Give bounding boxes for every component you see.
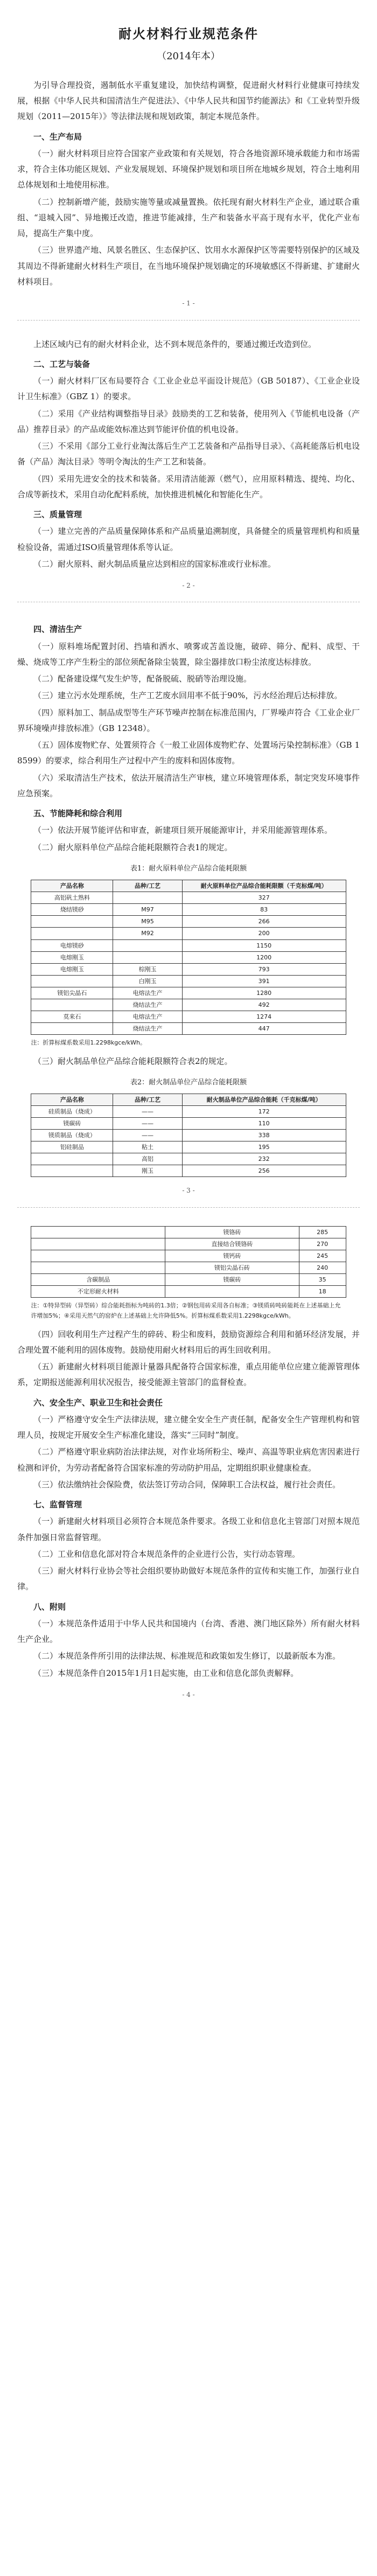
table-cell: 256 — [182, 1165, 346, 1177]
section-heading: 六、安全生产、职业卫生和社会责任 — [33, 1397, 163, 1408]
section-heading: 二、工艺与装备 — [33, 359, 90, 369]
table-cell — [113, 939, 183, 951]
paragraph: （四）回收利用生产过程产生的碎砖、粉尘和废料，鼓励资源综合利用和循环经济发展，并合理处置不能利用的固体废物。鼓励使用耐火材料用后的再生回收利用。 — [17, 1329, 360, 1355]
paragraph: （二）采用《产业结构调整指导目录》鼓励类的工艺和装备，使用列入《节能机电设备（产品）推荐目录》的产品或能效标准达到节能评价值的机电设备。 — [17, 408, 360, 434]
table-row — [31, 987, 346, 999]
page-number: - 2 - — [182, 582, 195, 590]
table-cell: 镁质制品（烧成） — [31, 1130, 113, 1141]
page-number: - 4 - — [182, 1690, 195, 1698]
table-row — [31, 904, 346, 916]
document-title: 耐火材料行业规范条件 — [118, 26, 259, 41]
table-row — [31, 1274, 346, 1286]
page-number: - 1 - — [182, 300, 195, 308]
paragraph: （三）耐火制品单位产品综合能耗限额符合表2的规定。 — [33, 1056, 233, 1066]
table-header-cell: 产品名称 — [31, 880, 113, 892]
table-cell — [31, 975, 113, 987]
paragraph: （一）耐火材料项目应符合国家产业政策和有关规划，符合各地资源环境承载能力和市场需求，符合主体功能区规划、产业发展规划、环境保护规划和项目所在地城乡规划，符合土地利用总体规划和土地使用标准。 — [17, 148, 360, 190]
energy-table-products-continued — [31, 1226, 346, 1298]
table-cell: 327 — [182, 892, 346, 904]
table-cell — [31, 1153, 113, 1165]
table-cell: 镁碳砖 — [165, 1274, 299, 1286]
table-header-cell: 产品名称 — [31, 1094, 113, 1106]
table-cell: 镁铝尖晶石 — [31, 987, 113, 999]
table-cell: 电熔刚玉 — [31, 951, 113, 963]
table-cell: 白刚玉 — [113, 975, 183, 987]
paragraph: （三）耐火材料行业协会等社会组织要协助做好本规范条件的宣传和实施工作，加强行业自律。 — [17, 1566, 360, 1592]
table-row — [31, 963, 346, 975]
paragraph: （五）固体废物贮存、处置须符合《一般工业固体废物贮存、处置场污染控制标准》（GB 18599）的要求，综合利用生产过程中产生的废料和固体废物。 — [17, 740, 360, 766]
paragraph: （一）本规范条件适用于中华人民共和国境内（台湾、香港、澳门地区除外）所有耐火材料生产企业。 — [17, 1618, 360, 1645]
table-cell: 172 — [182, 1106, 346, 1118]
paragraph: 上述区域内已有的耐火材料企业，达不到本规范条件的，要通过搬迁改造到位。 — [33, 339, 317, 349]
table-row — [31, 1106, 346, 1118]
table-cell: 391 — [182, 975, 346, 987]
section-heading: 七、监督管理 — [33, 1500, 82, 1510]
table-cell: 镁钙砖 — [165, 1250, 299, 1262]
table-cell — [165, 1286, 299, 1298]
table-cell: M92 — [113, 928, 183, 939]
table-cell: 镁铬砖 — [165, 1226, 299, 1238]
table-note: 注：折算标煤系数采用1.2298kgce/kWh。 — [31, 1039, 146, 1046]
table-cell: 266 — [182, 916, 346, 928]
table-row — [31, 1165, 346, 1177]
table-cell — [31, 1226, 165, 1238]
table-cell: 83 — [182, 904, 346, 916]
paragraph: （二）工业和信息化部对符合本规范条件的企业进行公告，实行动态管理。 — [33, 1549, 301, 1559]
table-row — [31, 1226, 346, 1238]
table-cell: M97 — [113, 904, 183, 916]
paragraph: （二）耐火原料单位产品综合能耗限额符合表1的规定。 — [33, 842, 233, 852]
page-number: - 3 - — [182, 1187, 195, 1195]
table-row — [31, 892, 346, 904]
table-row — [31, 1286, 346, 1298]
table-header-cell: 耐火原料单位产品综合能耗限额（千克标煤/吨） — [182, 880, 346, 892]
section-heading: 三、质量管理 — [33, 510, 82, 520]
table-cell — [31, 1022, 113, 1034]
energy-table-products — [31, 1094, 346, 1177]
table-cell: 338 — [182, 1130, 346, 1141]
table-cell: 高铝 — [113, 1153, 183, 1165]
table-cell — [31, 916, 113, 928]
table-cell: 镁碳砖 — [31, 1118, 113, 1130]
table-cell: 不定形耐火材料 — [31, 1286, 165, 1298]
table-row — [31, 1141, 346, 1153]
table-cell: 电熔镁砂 — [31, 939, 113, 951]
table-body — [31, 1226, 346, 1297]
section-heading: 一、生产布局 — [33, 131, 82, 142]
table-cell — [31, 1238, 165, 1250]
table-cell — [113, 892, 183, 904]
table-body — [31, 1106, 346, 1177]
table-cell: 195 — [182, 1141, 346, 1153]
table-row — [31, 951, 346, 963]
paragraph: （一）耐火材料厂区布局要符合《工业企业总平面设计规范》（GB 50187）、《工业企业设计卫生标准》（GBZ 1）的要求。 — [17, 376, 360, 402]
table-cell: 莫来石 — [31, 1011, 113, 1022]
paragraph: （三）不采用《部分工业行业淘汰落后生产工艺装备和产品指导目录》、《高耗能落后机电设备（产品）淘汰目录》等明令淘汰的生产工艺和装备。 — [17, 441, 360, 467]
paragraph: （二）本规范条件所引用的法律法规、标准规范和政策如发生修订，以最新版本为准。 — [33, 1651, 341, 1661]
table-cell: 240 — [299, 1262, 346, 1274]
table-cell: 粘土 — [113, 1141, 183, 1153]
table-cell — [31, 1250, 165, 1262]
paragraph: （六）采取清洁生产技术，依法开展清洁生产审核，建立环境管理体系，制定突发环境事件应急预案。 — [17, 772, 360, 798]
table-cell: —— — [113, 1118, 183, 1130]
paragraph: （三）本规范条件自2015年1月1日起实施，由工业和信息化部负责解释。 — [33, 1668, 299, 1678]
section-heading: 四、清洁生产 — [33, 624, 82, 635]
table-row — [31, 1250, 346, 1262]
paragraph: （二）严格遵守职业病防治法律法规，对作业场所粉尘、噪声、高温等职业病危害因素进行检测和评价，为劳动者配备符合国家标准的劳动防护用品，定期组织职业健康检查。 — [17, 1447, 360, 1473]
paragraph: （一）依法开展节能评估和审查，新建项目须开展能源审计，并采用能源管理体系。 — [33, 825, 333, 836]
table-header-cell: 耐火制品单位产品综合能耗（千克标煤/吨） — [182, 1094, 346, 1106]
section-heading: 五、节能降耗和综合利用 — [33, 809, 123, 819]
table-row — [31, 975, 346, 987]
table-cell — [31, 999, 113, 1011]
table-note: 注：①特异型砖（异型砖）综合能耗指标为吨砖的1.3倍；②钢包用砖采用各自标准；③镁质砖吨砖能耗在上述基础上允许增加5%；④采用天然气的窑炉在上述基础上允许降低5%。折算标煤系数采用1.2298kgce/kWh。 — [31, 1302, 341, 1319]
document-sheet-4 — [17, 1208, 360, 1711]
table-cell: 铝硅制品 — [31, 1141, 113, 1153]
table-row — [31, 1238, 346, 1250]
table-row — [31, 1262, 346, 1274]
paragraph: （三）世界遗产地、风景名胜区、生态保护区、饮用水水源保护区等需要特别保护的区域及其周边不得新建耐火材料生产项目，在当地环境保护规划确定的环境敏感区不得新建、扩建耐火材料项目。 — [17, 245, 360, 287]
table-cell: 1200 — [182, 951, 346, 963]
document-subtitle: （2014年本） — [157, 50, 220, 62]
document-sheet-3 — [17, 602, 360, 1207]
table-cell: 200 — [182, 928, 346, 939]
table-cell: 刚玉 — [113, 1165, 183, 1177]
table-row — [31, 939, 346, 951]
paragraph: （一）严格遵守安全生产法律法规，建立健全安全生产责任制，配备安全生产管理机构和管理人员，按规定开展安全生产标准化建设，落实“三同时”制度。 — [17, 1414, 360, 1440]
document-sheet-1 — [17, 0, 360, 321]
table-cell: 793 — [182, 963, 346, 975]
table-header-cell: 品种/工艺 — [113, 1094, 183, 1106]
table-cell: —— — [113, 1130, 183, 1141]
table-cell — [31, 1262, 165, 1274]
paragraph: （五）新建耐火材料项目能源计量器具配备符合国家标准，重点用能单位应建立能源管理体系，定期报送能源利用状况报告，接受能源主管部门的监督检查。 — [17, 1362, 360, 1388]
table-cell: 烧结法生产 — [113, 999, 183, 1011]
table-cell: 1280 — [182, 987, 346, 999]
table-cell: 1274 — [182, 1011, 346, 1022]
document-sheet-2 — [17, 321, 360, 603]
table-row — [31, 999, 346, 1011]
table-cell: 电熔刚玉 — [31, 963, 113, 975]
table-cell: M95 — [113, 916, 183, 928]
table-cell: 高铝矾土熟料 — [31, 892, 113, 904]
energy-table-raw-materials — [31, 880, 346, 1035]
table-cell: 镁铝尖晶石砖 — [165, 1262, 299, 1274]
table-row — [31, 1153, 346, 1165]
paragraph: （三）依法缴纳社会保险费，依法签订劳动合同，保障职工合法权益，履行社会责任。 — [33, 1479, 341, 1489]
paragraph: （二）耐火原料、耐火制品质量应达到相应的国家标准或行业标准。 — [33, 559, 276, 569]
table-cell: 447 — [182, 1022, 346, 1034]
table-cell: 492 — [182, 999, 346, 1011]
table-cell — [31, 1165, 113, 1177]
table-cell: 245 — [299, 1250, 346, 1262]
table-row — [31, 1011, 346, 1022]
table-cell: 硅质制品（烧成） — [31, 1106, 113, 1118]
table-cell: 电熔法生产 — [113, 987, 183, 999]
table-row — [31, 1022, 346, 1034]
table-cell — [113, 951, 183, 963]
paragraph: （四）原料加工、制品成型等生产环节噪声控制在标准范围内，厂界噪声符合《工业企业厂界环境噪声排放标准》（GB 12348）。 — [17, 707, 360, 733]
table-cell: 直接结合镁铬砖 — [165, 1238, 299, 1250]
table-cell: 含碳制品 — [31, 1274, 165, 1286]
table-cell: 285 — [299, 1226, 346, 1238]
table-cell: 棕刚玉 — [113, 963, 183, 975]
table-row — [31, 1130, 346, 1141]
table-cell: 电熔法生产 — [113, 1011, 183, 1022]
table-header-cell: 品种/工艺 — [113, 880, 183, 892]
table-cell: 烧结法生产 — [113, 1022, 183, 1034]
table-cell: 1150 — [182, 939, 346, 951]
table-row — [31, 916, 346, 928]
paragraph: （二）控制新增产能，鼓励实施等量或减量置换。依托现有耐火材料生产企业，通过联合重组、“退城入园”、异地搬迁改造，推进节能减排，生产和装备水平高于现有水平，优化产业布局，提高生产集中度。 — [17, 197, 360, 239]
table-caption: 表2：耐火制品单位产品综合能耗限额 — [130, 1078, 247, 1087]
table-row — [31, 1118, 346, 1130]
paragraph: （四）采用先进安全的技术和装备。采用清洁能源（燃气），应用原料精选、提纯、均化、合成等新技术，采用自动化配料系统，加快推进机械化和智能化生产。 — [17, 474, 360, 499]
table-cell: 232 — [182, 1153, 346, 1165]
section-heading: 八、附则 — [33, 1602, 66, 1612]
table-cell: —— — [113, 1106, 183, 1118]
paragraph: （一）建立完善的产品质量保障体系和产品质量追溯制度，具备健全的质量管理机构和质量检验设备，需通过ISO质量管理体系等认证。 — [17, 526, 360, 552]
paragraph: （三）建立污水处理系统，生产工艺废水回用率不低于90%，污水经治理后达标排放。 — [33, 691, 343, 701]
table-cell: 110 — [182, 1118, 346, 1130]
table-cell: 烧结镁砂 — [31, 904, 113, 916]
table-caption: 表1：耐火原料单位产品综合能耗限额 — [130, 864, 247, 873]
table-body — [31, 892, 346, 1035]
paragraph: （二）配备建设煤气发生炉等，配备脱硫、脱硝等治理设施。 — [33, 674, 252, 684]
intro-paragraph: 为引导合理投资，遏制低水平重复建设，加快结构调整，促进耐火材料行业健康可持续发展，根据《中华人民共和国清洁生产促进法》、《中华人民共和国节约能源法》和《工业转型升级规划（2011—2015年）》等法律法规和规划政策，制定本规范条件。 — [17, 80, 360, 122]
table-cell: 270 — [299, 1238, 346, 1250]
paragraph: （一）新建耐火材料项目必须符合本规范条件要求。各级工业和信息化主管部门对照本规范条件加强日常监督管理。 — [17, 1516, 360, 1542]
paragraph: （一）原料堆场配置封闭、挡墙和洒水、喷雾或苫盖设施，破碎、筛分、配料、成型、干燥、烧成等工序产生粉尘的部位须配备除尘装置，除尘器排放口粉尘浓度达标排放。 — [17, 641, 360, 667]
table-cell — [31, 928, 113, 939]
table-cell: 18 — [299, 1286, 346, 1298]
table-row — [31, 928, 346, 939]
table-cell: 35 — [299, 1274, 346, 1286]
